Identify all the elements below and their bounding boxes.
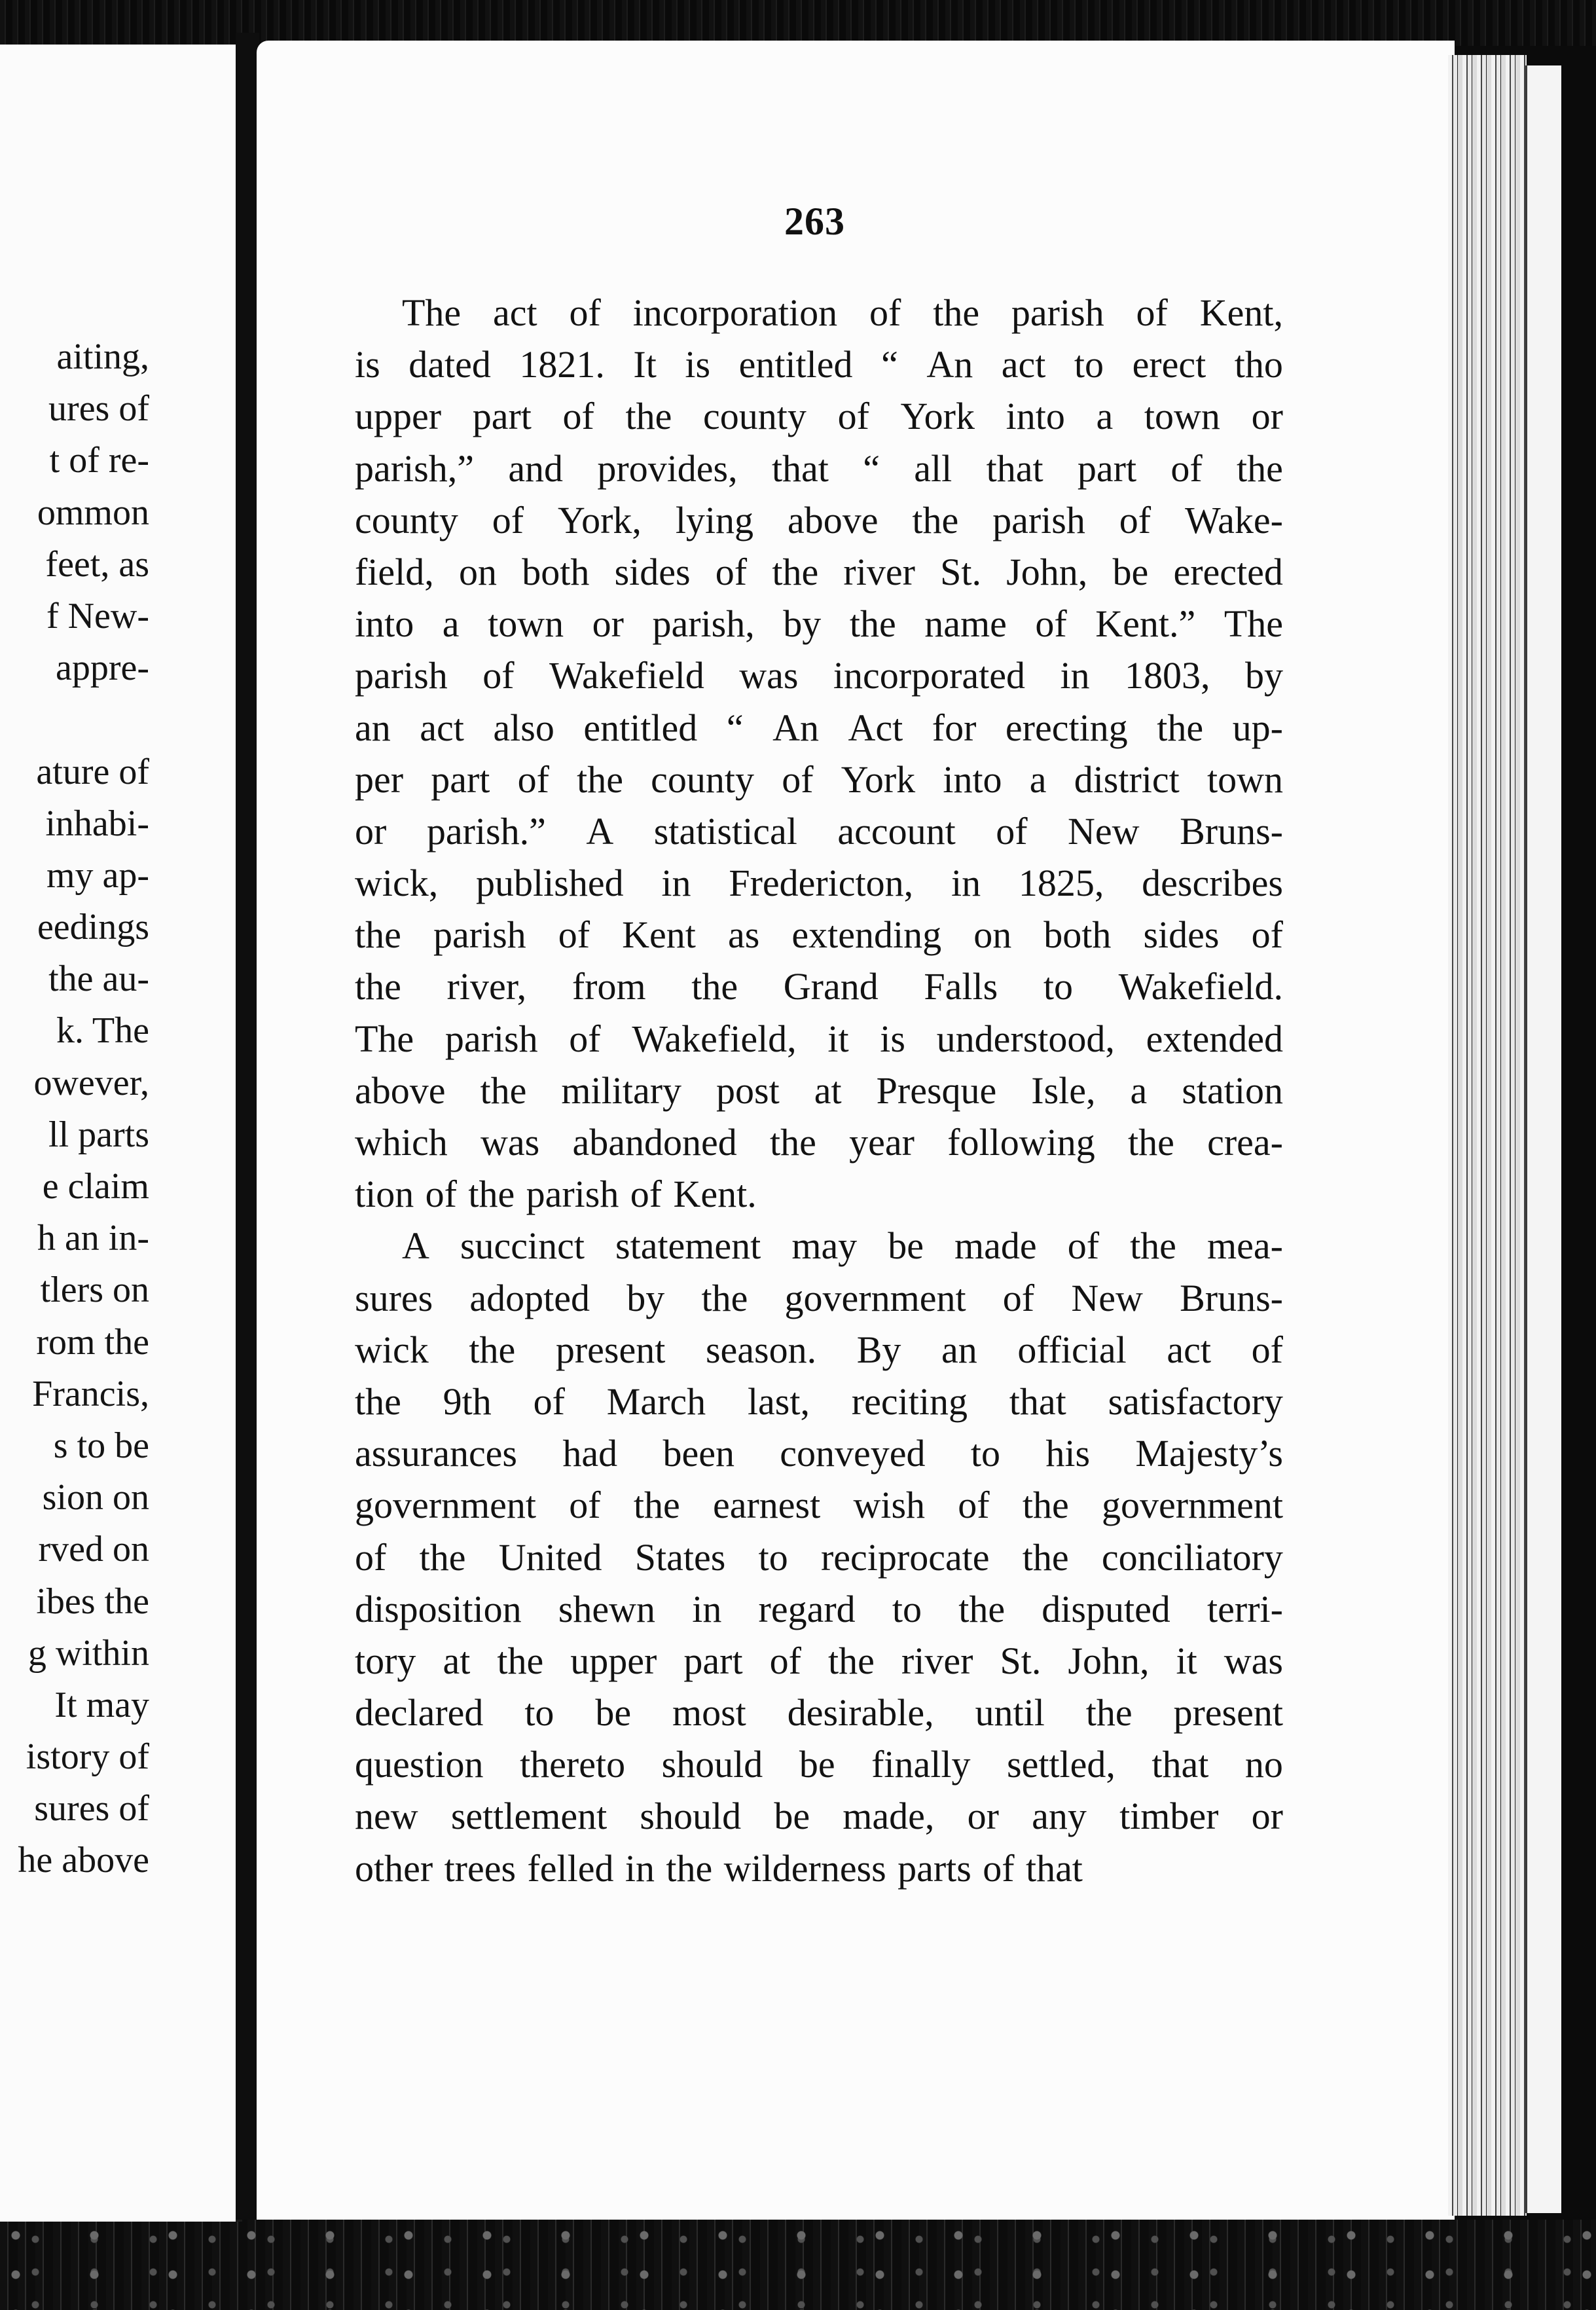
fragment-line: ature of xyxy=(36,751,149,792)
fragment-line: ibes the xyxy=(36,1581,149,1622)
fragment-line xyxy=(0,694,236,746)
fragment-line: the au- xyxy=(48,959,149,1000)
text-line: A succinct statement may be made of the mea- xyxy=(402,1224,1283,1268)
text-line: is dated 1821. It is entitled “ An act to erect tho xyxy=(355,343,1283,386)
text-line: The parish of Wakefield, it is understood, extended xyxy=(355,1017,1283,1060)
scan-border-bottom xyxy=(0,2220,1596,2310)
fragment-line: t of re- xyxy=(49,440,149,481)
page-number: 263 xyxy=(784,200,845,243)
fragment-line: istory of xyxy=(26,1736,149,1778)
fragment-line: he above xyxy=(18,1840,149,1881)
text-line: of the United States to reciprocate the conciliatory xyxy=(355,1535,1283,1579)
fragment-line: h an in- xyxy=(37,1218,149,1259)
fragment-line: rom the xyxy=(36,1321,149,1363)
text-line: an act also entitled “ An Act for erecting the up- xyxy=(355,706,1283,749)
text-line: field, on both sides of the river St. John, be erected xyxy=(355,550,1283,593)
text-line: government of the earnest wish of the government xyxy=(355,1484,1283,1527)
fragment-line: ll parts xyxy=(48,1114,149,1155)
book-gutter xyxy=(236,33,259,2220)
fragment-line: feet, as xyxy=(45,543,149,585)
text-line: upper part of the county of York into a town or xyxy=(355,395,1283,438)
text-line: the river, from the Grand Falls to Wakefield. xyxy=(355,965,1283,1008)
fragment-line: appre- xyxy=(55,648,149,689)
fragment-line: g within xyxy=(27,1632,149,1674)
text-line: tion of the parish of Kent. xyxy=(355,1173,757,1216)
fragment-line: eedings xyxy=(37,907,149,948)
fragment-line: sion on xyxy=(42,1477,149,1518)
paragraph-1 xyxy=(355,287,1283,1220)
fragment-line: rved on xyxy=(38,1529,149,1570)
text-line: parish,” and provides, that “ all that part of the xyxy=(355,447,1283,490)
text-line: which was abandoned the year following the crea- xyxy=(355,1121,1283,1164)
fragment-line: aiting, xyxy=(56,337,149,377)
text-line: new settlement should be made, or any timber or xyxy=(355,1795,1283,1838)
text-line: other trees felled in the wilderness parts of that xyxy=(355,1846,1083,1890)
text-line: per part of the county of York into a district town xyxy=(355,758,1283,801)
text-line: disposition shewn in regard to the disputed terri- xyxy=(355,1587,1283,1630)
fragment-line: f New- xyxy=(46,595,149,636)
text-line: or parish.” A statistical account of New Bruns- xyxy=(355,809,1283,852)
text-line: the 9th of March last, reciting that satisfactory xyxy=(355,1380,1283,1423)
text-line: above the military post at Presque Isle, a station xyxy=(355,1069,1283,1112)
text-line: wick the present season. By an official act of xyxy=(355,1328,1283,1371)
text-line: The act of incorporation of the parish of Kent, xyxy=(402,291,1283,334)
text-line: declared to be most desirable, until the present xyxy=(355,1691,1283,1734)
fragment-line: tlers on xyxy=(40,1270,149,1311)
page-edge-outer xyxy=(1525,65,1561,2213)
text-line: the parish of Kent as extending on both sides of xyxy=(355,913,1283,957)
fragment-line: Francis, xyxy=(32,1373,149,1414)
fragment-line: It may xyxy=(54,1684,149,1725)
previous-page-fragment xyxy=(0,45,242,2222)
fragment-line: e claim xyxy=(42,1166,149,1207)
text-line: into a town or parish, by the name of Kent.” The xyxy=(355,602,1283,646)
previous-page-text xyxy=(0,331,236,1887)
page-body-text xyxy=(355,287,1283,1894)
fragment-line: ommon xyxy=(37,492,149,533)
text-line: wick, published in Fredericton, in 1825, describes xyxy=(355,862,1283,905)
text-line: assurances had been conveyed to his Majesty’s xyxy=(355,1432,1283,1475)
fragment-line: s to be xyxy=(53,1425,149,1466)
fragment-line: k. The xyxy=(56,1010,149,1052)
paragraph-2 xyxy=(355,1220,1283,1894)
text-line: question thereto should be finally settled, that no xyxy=(355,1743,1283,1786)
fragment-line: my ap- xyxy=(46,854,149,896)
fragment-line: ures of xyxy=(48,388,149,430)
text-line: parish of Wakefield was incorporated in 1803, by xyxy=(355,654,1283,697)
text-line: tory at the upper part of the river St. John, it was xyxy=(355,1639,1283,1682)
text-line: sures adopted by the government of New Bruns- xyxy=(355,1276,1283,1319)
page-edges xyxy=(1448,55,1527,2216)
text-line: county of York, lying above the parish of Wake- xyxy=(355,498,1283,541)
fragment-line: inhabi- xyxy=(45,803,149,844)
fragment-line: sures of xyxy=(34,1788,149,1829)
fragment-line: owever, xyxy=(33,1062,149,1103)
